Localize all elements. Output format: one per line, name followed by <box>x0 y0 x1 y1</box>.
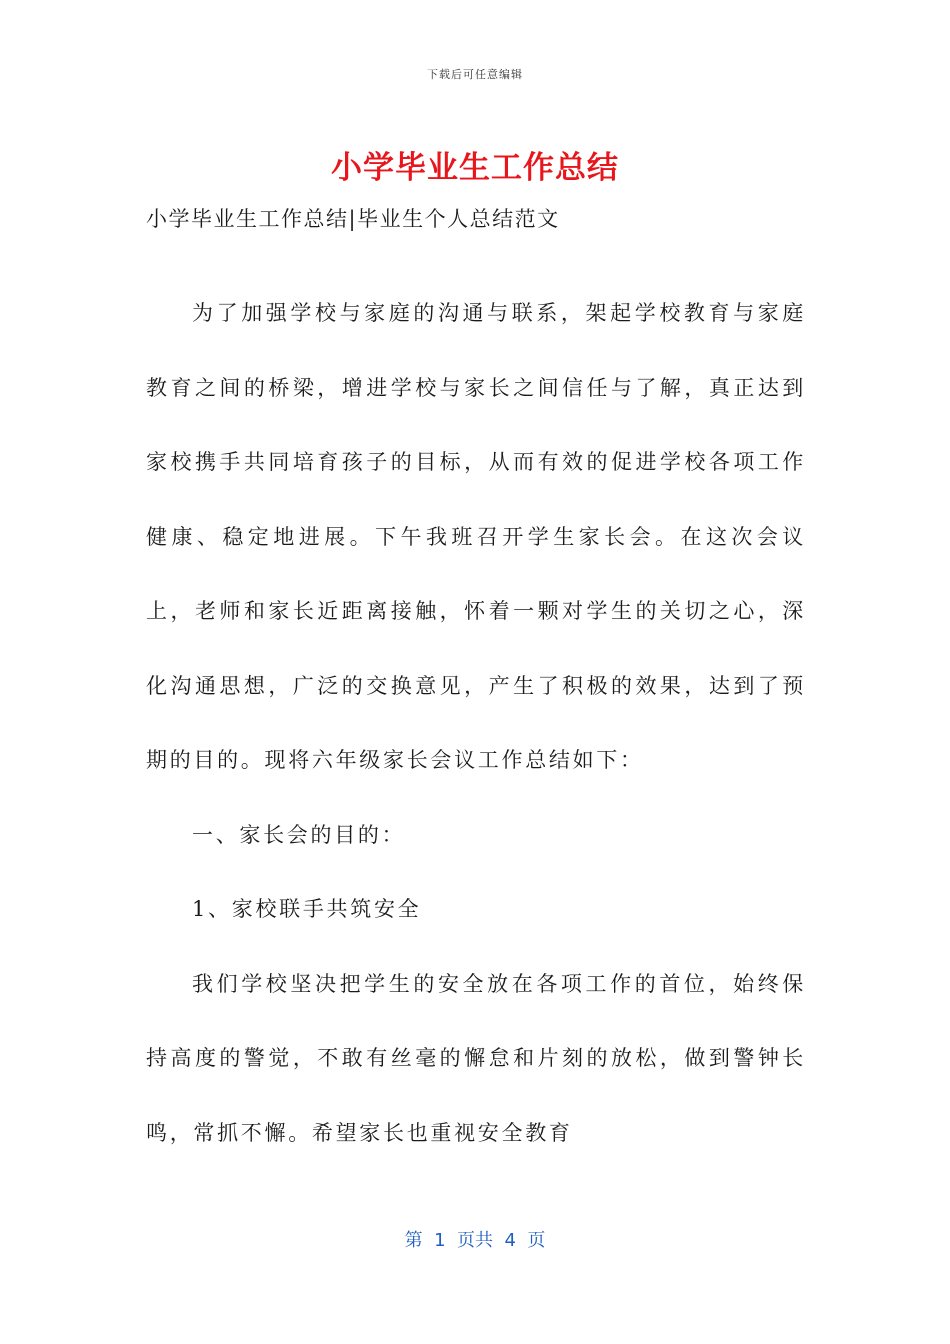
document-body <box>146 276 806 1170</box>
paragraph-safety: 我们学校坚决把学生的安全放在各项工作的首位，始终保持高度的警觉，不敢有丝毫的懈怠和片刻的放松，做到警钟长鸣，常抓不懈。希望家长也重视安全教育 <box>146 971 806 1145</box>
section-heading-purpose: 一、家长会的目的： <box>192 822 406 847</box>
subsection-heading-safety: 1、家校联手共筑安全 <box>192 897 422 921</box>
header-note: 下载后可任意编辑 <box>427 68 523 81</box>
document-subtitle: 小学毕业生工作总结|毕业生个人总结范文 <box>146 207 560 231</box>
page-number-footer: 第 1 页共 4 页 <box>404 1230 546 1251</box>
paragraph-intro: 为了加强学校与家庭的沟通与联系，架起学校教育与家庭教育之间的桥梁，增进学校与家长之间信任与了解，真正达到家校携手共同培育孩子的目标，从而有效的促进学校各项工作健康、稳定地进展。下午我班召开学生家长会。在这次会议上，老师和家长近距离接触，怀着一颗对学生的关切之心，深化沟通思想，广泛的交换意见，产生了积极的效果，达到了预期的目的。现将六年级家长会议工作总结如下： <box>146 301 806 772</box>
document-title: 小学毕业生工作总结 <box>331 150 619 186</box>
